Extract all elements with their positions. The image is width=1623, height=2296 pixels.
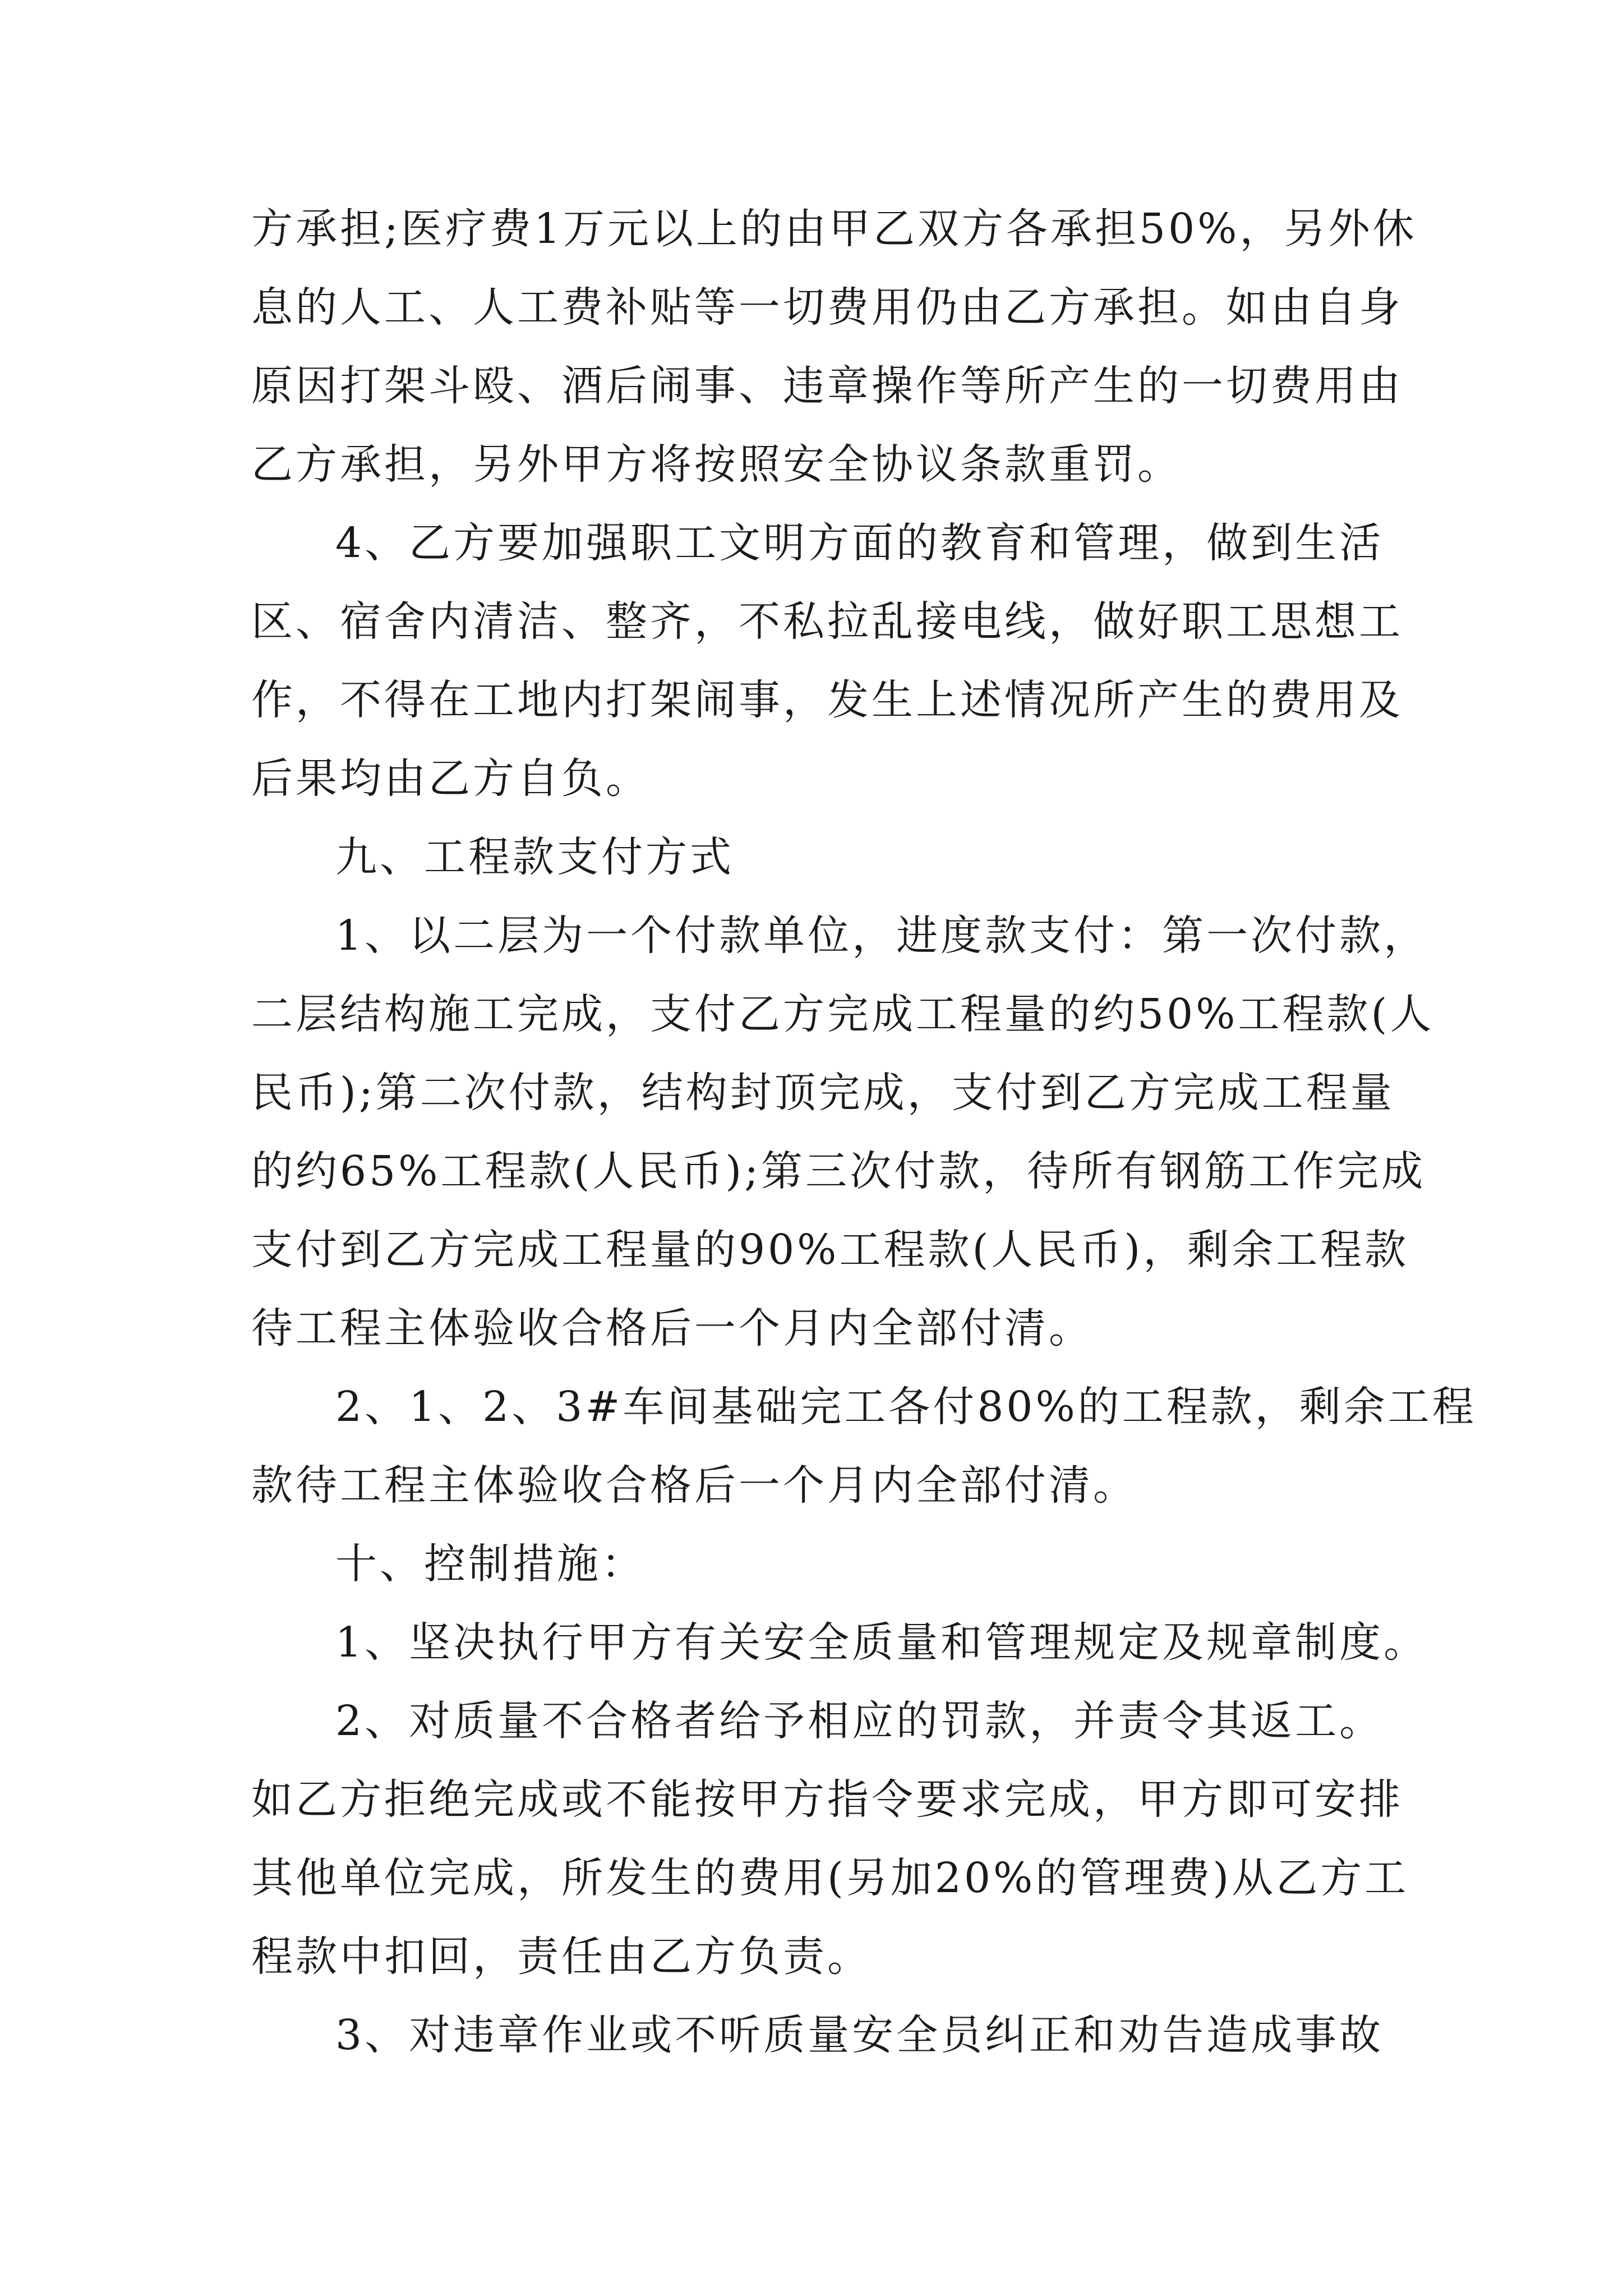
text-line: 作，不得在工地内打架闹事，发生上述情况所产生的费用及 — [251, 676, 1403, 724]
text-line: 其他单位完成，所发生的费用(另加20%的管理费)从乙方工 — [251, 1854, 1409, 1902]
text-line: 程款中扣回，责任由乙方负责。 — [251, 1932, 872, 1981]
text-line: 款待工程主体验收合格后一个月内全部付清。 — [251, 1461, 1137, 1510]
text-line: 息的人工、人工费补贴等一切费用仍由乙方承担。如由自身 — [251, 283, 1403, 332]
text-line: 方承担;医疗费1万元以上的由甲乙双方各承担50%，另外休 — [251, 205, 1417, 253]
text-line: 支付到乙方完成工程量的90%工程款(人民币)，剩余工程款 — [251, 1226, 1409, 1274]
paragraph-start-line: 1、以二层为一个付款单位，进度款支付：第一次付款， — [335, 912, 1428, 960]
text-line: 待工程主体验收合格后一个月内全部付清。 — [251, 1304, 1093, 1352]
paragraph-start-line: 3、对违章作业或不听质量安全员纠正和劝告造成事故 — [335, 2011, 1384, 2059]
text-line: 二层结构施工完成，支付乙方完成工程量的约50%工程款(人 — [251, 990, 1435, 1038]
text-line: 后果均由乙方自负。 — [251, 754, 650, 803]
text-line: 原因打架斗殴、酒后闹事、违章操作等所产生的一切费用由 — [251, 362, 1403, 410]
section-heading-payment: 九、工程款支付方式 — [335, 833, 734, 881]
paragraph-start-line: 2、1、2、3#车间基础完工各付80%的工程款，剩余工程 — [335, 1383, 1477, 1431]
text-line: 的约65%工程款(人民币);第三次付款，待所有钢筋工作完成 — [251, 1147, 1426, 1195]
paragraph-start-line: 4、乙方要加强职工文明方面的教育和管理，做到生活 — [335, 519, 1384, 567]
text-line: 乙方承担，另外甲方将按照安全协议条款重罚。 — [251, 440, 1182, 489]
text-line: 区、宿舍内清洁、整齐，不私拉乱接电线，做好职工思想工 — [251, 597, 1403, 646]
paragraph-start-line: 2、对质量不合格者给予相应的罚款，并责令其返工。 — [335, 1697, 1384, 1745]
text-line: 如乙方拒绝完成或不能按甲方指令要求完成，甲方即可安排 — [251, 1775, 1403, 1824]
text-line: 民币);第二次付款，结构封顶完成，支付到乙方完成工程量 — [251, 1069, 1395, 1117]
section-heading-control: 十、控制措施： — [335, 1540, 645, 1588]
paragraph-start-line: 1、坚决执行甲方有关安全质量和管理规定及规章制度。 — [335, 1618, 1428, 1667]
